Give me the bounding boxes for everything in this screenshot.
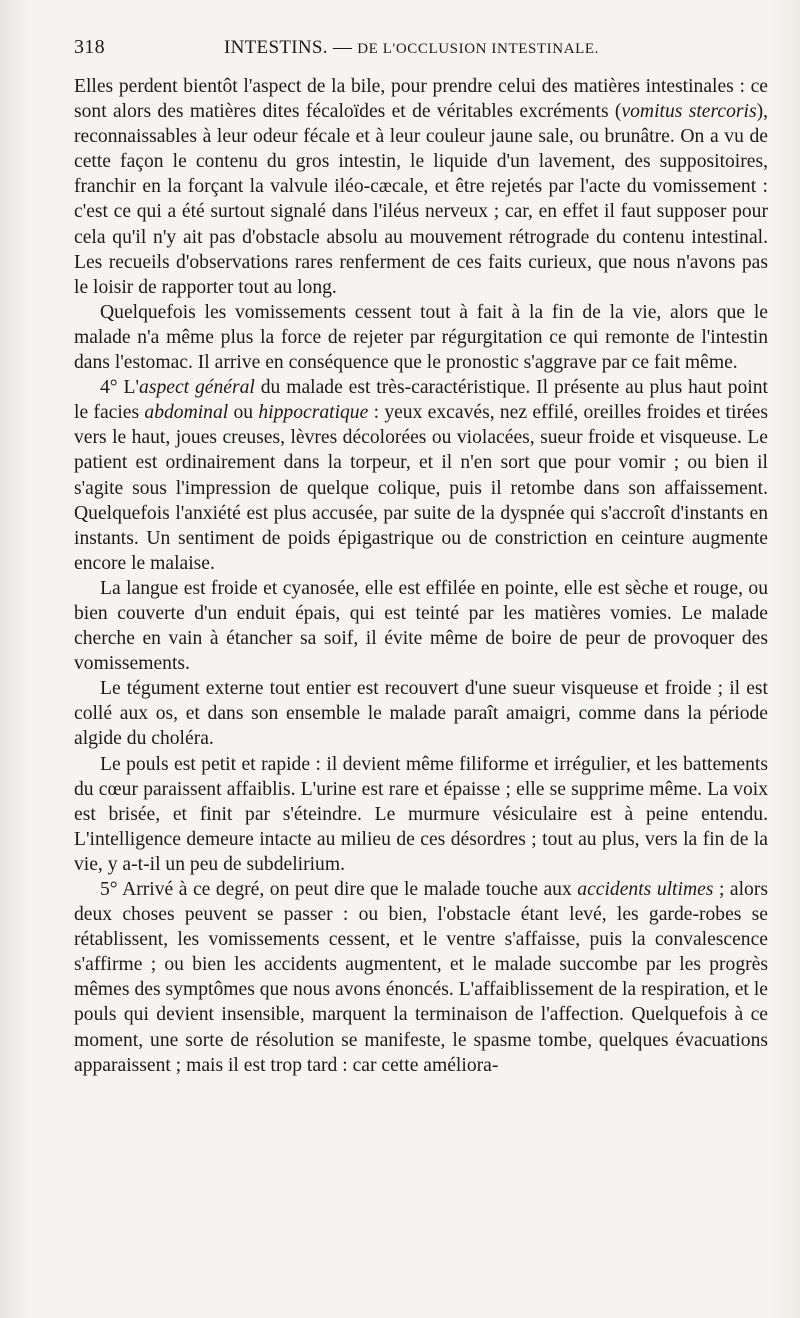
text-run: 4° L' <box>100 377 140 399</box>
italic-text: abdominal <box>144 402 229 424</box>
body-text <box>74 74 768 1078</box>
text-run: 5° Arrivé à ce degré, on peut dire que le malade touche aux <box>100 879 578 900</box>
text-run: La langue est froide et cyanosée, elle est effilée en pointe, elle est sèche et rouge, ou bien couverte d'un enduit épais, qui est teinté par les matières vomies. Le malade cherche en vain à étancher sa soif, il évite même de boire de peur de provoquer des vomissements. <box>74 577 768 675</box>
paragraph <box>74 300 768 375</box>
running-title <box>224 37 599 59</box>
text-run: du malade est très-caractéristique. Il présente au plus haut point le facies <box>74 377 768 424</box>
paragraph <box>74 877 768 1078</box>
text-run: Le pouls est petit et rapide : il devient même filiforme et irrégulier, et les battements du cœur paraissent affaiblis. L'urine est rare et épaisse ; elle se supprime même. La voix est brisée, et finit par s'éteindre. Le murmure vésiculaire est à peine entendu. L'intelligence demeure intacte au milieu de ces désordres ; tout au plus, vers la fin de la vie, y a-t-il un peu de subdelirium. <box>74 753 768 875</box>
text-run: Quelquefois les vomissements cessent tout à fait à la fin de la vie, alors que le malade n'a même plus la force de rejeter par régurgitation ce qui remonte de l'intestin dans l'estomac. Il arrive en conséquence que le pronostic s'aggrave par ce fait même. <box>74 301 768 374</box>
italic-text: hippocratique <box>258 402 369 424</box>
text-run: : yeux excavés, nez effilé, oreilles froides et tirées vers le haut, joues creuses, lèvres décolorées ou violacées, sueur froide et visqueuse. Le patient est ordinairement dans la torpeur, et il n'en sort que pour vomir ; ou bien il s'agite sous l'impression de quelque colique, puis il retombe dans son affaissement. Quelquefois l'anxiété est plus accusée, par suite de la dyspnée qui s'accroît d'instants en instants. Un sentiment de poids épigastrique ou de constriction en ceinture augmente encore le malaise. <box>74 402 768 574</box>
italic-text: accidents ultimes <box>577 879 714 900</box>
paragraph <box>74 74 768 300</box>
italic-text: vomitus stercoris <box>621 101 757 123</box>
running-header <box>74 36 768 66</box>
page-number: 318 <box>74 36 105 58</box>
paragraph <box>74 375 768 576</box>
text-run: ), reconnaissables à leur odeur fécale et à leur couleur jaune sale, ou brunâtre. On a vu de cette façon le contenu du gros intestin, le liquide d'un lavement, des suppositoires, franchir en la forçant la valvule iléo-cæcale, et être rejetés par l'acte du vomissement : c'est ce qui a été surtout signalé dans l'iléus nerveux ; car, en effet il faut supposer pour cela qu'il n'y ait pas d'obstacle absolu au mouvement rétrograde du contenu intestinal. Les recueils d'observations rares renferment de ces faits curieux, que nous n'avons pas le loisir de rapporter tout au long. <box>74 101 769 298</box>
text-run: ou <box>228 402 259 424</box>
text-run: Elles perdent bientôt l'aspect de la bile, pour prendre celui des matières intestinales : ce sont alors des matières dites fécaloïdes et de véritables excréments ( <box>74 76 768 123</box>
italic-text: aspect général <box>139 377 255 399</box>
running-title-sub: DE L'OCCLUSION INTESTINALE. <box>357 41 600 57</box>
text-run: ; alors deux choses peuvent se passer : ou bien, l'obstacle étant levé, les garde-robes se rétablissent, les vomissements cessent, et le ventre s'affaisse, puis la convalescence s'affirme ; ou bien les accidents augmentent, et le malade succombe par les progrès mêmes des symptômes que nous avons énoncés. L'affaiblissement de la respiration, et le pouls qui devient insensible, marquent la terminaison de l'affection. Quelquefois à ce moment, une sorte de résolution se manifeste, le spasme tombe, quelques évacuations apparaissent ; mais il est trop tard : car cette améliora- <box>74 879 768 1076</box>
running-title-main: INTESTINS. — <box>224 37 353 58</box>
paragraph <box>74 576 768 676</box>
paragraph <box>74 676 768 751</box>
text-run: Le tégument externe tout entier est recouvert d'une sueur visqueuse et froide ; il est collé aux os, et dans son ensemble le malade paraît amaigri, comme dans la période algide du choléra. <box>74 678 768 750</box>
paragraph <box>74 752 768 877</box>
